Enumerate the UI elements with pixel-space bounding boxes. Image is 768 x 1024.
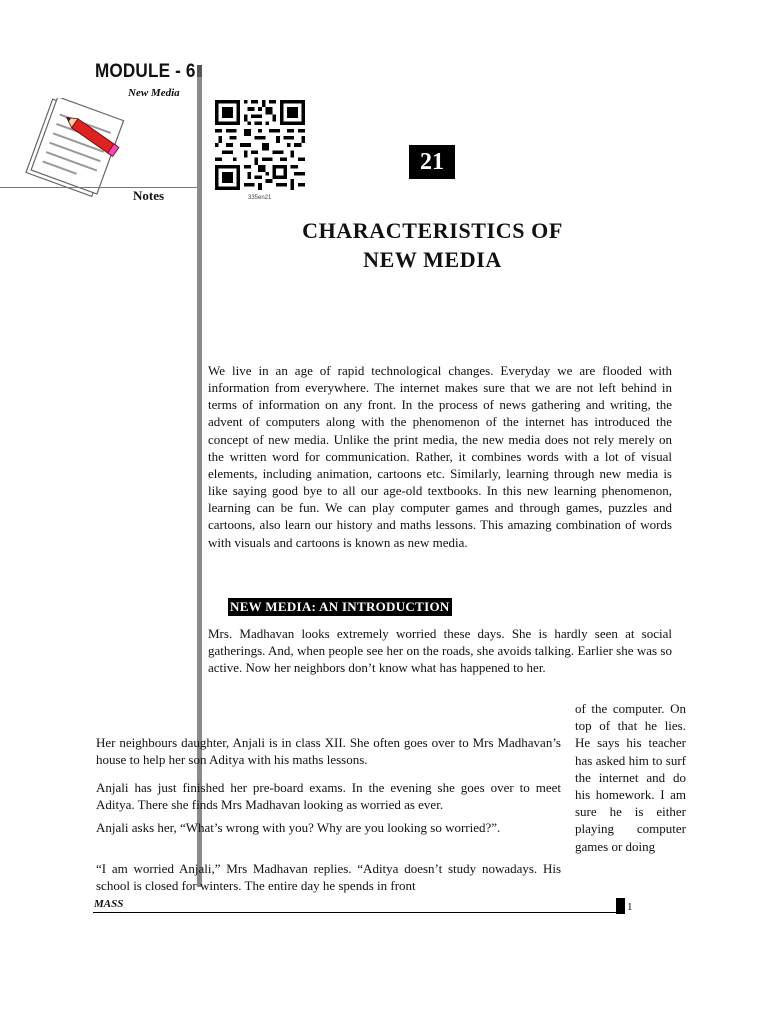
module-subject: New Media (128, 87, 180, 99)
side-column-text: of the computer. On top of that he lies. He says his teacher has asked him to surf the internet and do his homework. I am sure he is either playing computer games or doing (575, 701, 686, 854)
intro-paragraph: We live in an age of rapid technological changes. Everyday we are flooded with information from everywhere. The internet makes sure that we are not left behind in terms of information on any front. In the process of news gathering and writing, the advent of computers along with the phenomenon of the internet has introduced the concept of new media. Unlike the print media, the new media does not rely merely on the written word for communication. Rather, it combines words with a lot of visual elements, including animation, cartoons etc. Similarly, learning through new media is like saying good bye to all our age-old textbooks. In this new learning phenomenon, learning can be fun. We can play computer games and through games, puzzles and cartoons, also learn our history and maths lessons. This amazing combination of words with visuals and cartoons is known as new media. (208, 363, 672, 550)
footer-marker (616, 898, 625, 914)
body-paragraph: Anjali has just finished her pre-board exams. In the evening she goes over to meet Aditya. There she finds Mrs Madhavan looking as worried as ever. (96, 780, 561, 813)
page-number: 1 (627, 901, 633, 913)
notes-pencil-icon (15, 98, 130, 198)
chapter-number: 21 (409, 145, 455, 179)
footer-label: MASS (94, 898, 124, 910)
notes-divider (0, 187, 200, 188)
notes-label: Notes (133, 188, 165, 203)
footer-rule (93, 912, 616, 913)
chapter-title-line-2: NEW MEDIA (363, 247, 502, 272)
body-paragraph: Mrs. Madhavan looks extremely worried these days. She is hardly seen at social gatherings. And, when people see her on the roads, she avoids talking. Earlier she was so active. Now her neighbors don’t know what has happened to her. (208, 626, 672, 676)
qr-caption: 335en21 (248, 195, 272, 201)
qr-code-icon (212, 100, 308, 190)
module-label: MODULE - 6 (95, 61, 196, 82)
body-paragraph: Her neighbours daughter, Anjali is in class XII. She often goes over to Mrs Madhavan’s house to help her son Aditya with his maths lessons. (96, 735, 561, 768)
section-heading: NEW MEDIA: AN INTRODUCTION (230, 599, 450, 614)
chapter-title (205, 216, 660, 274)
body-paragraph: “I am worried Anjali,” Mrs Madhavan replies. “Aditya doesn’t study nowadays. His school is closed for winters. The entire day he spends in front (96, 861, 561, 894)
margin-rule-cap (197, 65, 202, 77)
chapter-title-line-1: CHARACTERISTICS OF (302, 218, 563, 243)
body-paragraph: Anjali asks her, “What’s wrong with you? Why are you looking so worried?”. (96, 820, 501, 835)
